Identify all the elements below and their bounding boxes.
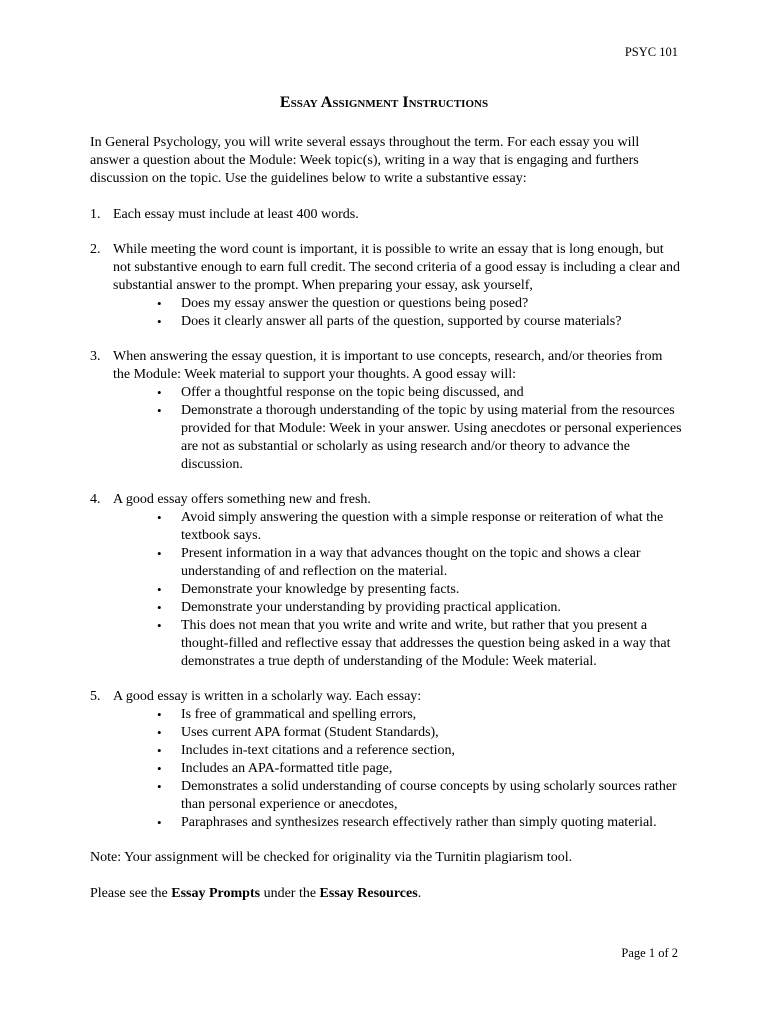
bullet-item xyxy=(157,617,682,671)
bullet-item xyxy=(157,599,682,617)
bullet-icon: • xyxy=(157,314,162,329)
bullet-text: Offer a thoughtful response on the topic being discussed, and xyxy=(181,385,524,400)
bullet-text: Avoid simply answering the question with a simple response or reiteration of what the textbook says. xyxy=(181,510,664,543)
bullet-item xyxy=(157,545,682,581)
intro-paragraph: In General Psychology, you will write several essays throughout the term. For each essay you will answer a question about the Module: Week topic(s), writing in a way that is engaging and furthers discussion on the topic. Use the guidelines below to write a substantive essay: xyxy=(90,135,640,186)
list-item xyxy=(90,348,682,474)
bullet-item xyxy=(157,778,682,814)
bullet-icon: • xyxy=(157,743,162,758)
bullet-icon: • xyxy=(157,725,162,740)
page-title: Essay Assignment Instructions xyxy=(279,94,489,111)
bullet-icon: • xyxy=(157,582,162,597)
bullet-icon: • xyxy=(157,761,162,776)
list-item-text: While meeting the word count is important, it is possible to write an essay that is long enough, but not substantive enough to earn full credit. The second criteria of a good essay is including a clear and substantial answer to the prompt. When preparing your essay, ask yourself, xyxy=(113,242,680,293)
bullet-list xyxy=(113,706,682,832)
bullet-item xyxy=(157,724,682,742)
bullet-icon: • xyxy=(157,385,162,400)
bullet-icon: • xyxy=(157,296,162,311)
bullet-icon: • xyxy=(157,815,162,830)
bullet-item xyxy=(157,706,682,724)
document-body xyxy=(90,134,682,903)
bullet-item xyxy=(157,402,682,474)
list-item xyxy=(90,491,682,671)
list-item-text: A good essay offers something new and fresh. xyxy=(113,492,371,507)
bullet-text: Paraphrases and synthesizes research effectively rather than simply quoting material. xyxy=(181,815,657,830)
bullet-icon: • xyxy=(157,403,162,418)
bullet-item xyxy=(157,581,682,599)
bullet-list xyxy=(113,295,682,331)
bullet-item xyxy=(157,742,682,760)
bullet-text: Present information in a way that advances thought on the topic and shows a clear understanding of and reflection on the material. xyxy=(181,546,641,579)
bullet-item xyxy=(157,760,682,778)
bullet-text: Demonstrate your understanding by providing practical application. xyxy=(181,600,561,615)
resources-prefix: Please see the xyxy=(90,886,172,901)
bullet-item xyxy=(157,509,682,545)
bullet-item xyxy=(157,384,682,402)
bullet-text: Demonstrates a solid understanding of course concepts by using scholarly sources rather than personal experience or anecdotes, xyxy=(181,779,677,812)
bullet-list xyxy=(113,509,682,671)
bullet-icon: • xyxy=(157,779,162,794)
bullet-text: Does it clearly answer all parts of the question, supported by course materials? xyxy=(181,314,622,329)
bullet-icon: • xyxy=(157,546,162,561)
list-item-number: 1. xyxy=(90,207,101,222)
bullet-text: Includes in-text citations and a reference section, xyxy=(181,743,456,758)
resources-middle: under the xyxy=(260,886,320,901)
bullet-item xyxy=(157,313,682,331)
bullet-item xyxy=(157,814,682,832)
page-number: Page 1 of 2 xyxy=(621,946,678,960)
resources-paragraph xyxy=(90,885,682,903)
list-item xyxy=(90,206,682,224)
bullet-text: Includes an APA-formatted title page, xyxy=(181,761,393,776)
essay-resources-link-text: Essay Resources xyxy=(319,886,418,901)
bullet-item xyxy=(157,295,682,313)
list-item-text: When answering the essay question, it is important to use concepts, research, and/or theories from the Module: Week material to support your thoughts. A good essay will: xyxy=(113,349,663,382)
bullet-text: Uses current APA format (Student Standards), xyxy=(181,725,439,740)
list-item-text: A good essay is written in a scholarly way. Each essay: xyxy=(113,689,422,704)
bullet-icon: • xyxy=(157,600,162,615)
bullet-text: Does my essay answer the question or questions being posed? xyxy=(181,296,529,311)
list-item xyxy=(90,688,682,832)
list-item-number: 4. xyxy=(90,492,101,507)
list-item-number: 5. xyxy=(90,689,101,704)
bullet-icon: • xyxy=(157,618,162,633)
bullet-text: Demonstrate your knowledge by presenting facts. xyxy=(181,582,460,597)
instructions-list xyxy=(90,206,682,832)
bullet-icon: • xyxy=(157,510,162,525)
resources-suffix: . xyxy=(417,886,422,901)
course-code: PSYC 101 xyxy=(624,45,678,59)
originality-note: Note: Your assignment will be checked for originality via the Turnitin plagiarism tool. xyxy=(90,850,573,865)
list-item-number: 2. xyxy=(90,242,101,257)
list-item-text: Each essay must include at least 400 words. xyxy=(113,207,359,222)
bullet-icon: • xyxy=(157,707,162,722)
bullet-list xyxy=(113,384,682,474)
essay-prompts-link-text: Essay Prompts xyxy=(171,886,261,901)
list-item-number: 3. xyxy=(90,349,101,364)
bullet-text: Is free of grammatical and spelling errors, xyxy=(181,707,417,722)
bullet-text: This does not mean that you write and write and write, but rather that you present a thought-filled and reflective essay that addresses the question being asked in a way that demonstrates a true depth of understanding of the Module: Week material. xyxy=(181,618,671,669)
bullet-text: Demonstrate a thorough understanding of the topic by using material from the resources provided for that Module: Week in your answer. Using anecdotes or personal experiences are not as substantial or scholarly as using research and/or theory to advance the discussion. xyxy=(181,403,682,472)
list-item xyxy=(90,241,682,331)
